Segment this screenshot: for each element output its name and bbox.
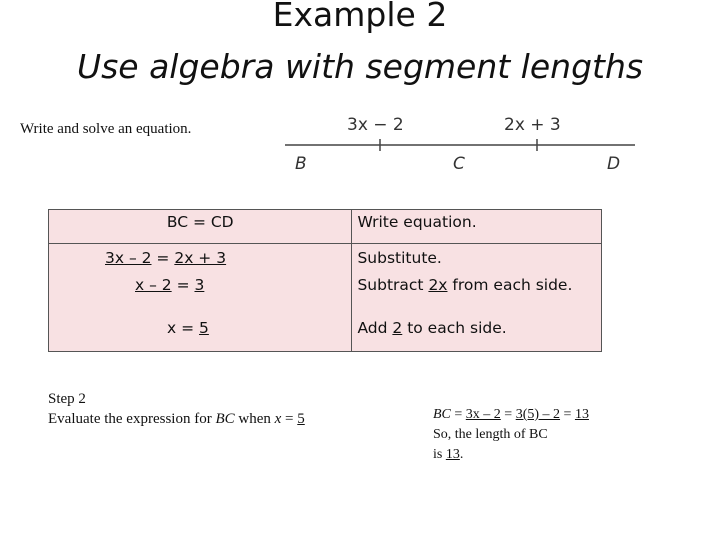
step2-text-part: BC xyxy=(215,411,235,427)
result-value: 13 xyxy=(574,407,589,422)
step2-text-part: = xyxy=(281,411,298,427)
table-row xyxy=(49,244,602,352)
expression-part: = xyxy=(171,276,195,294)
reason-part: 2x xyxy=(428,276,448,294)
step-expression xyxy=(49,275,351,318)
step-reason xyxy=(357,275,601,318)
result-part: . xyxy=(459,447,464,462)
step-reason xyxy=(352,210,602,244)
result-part: = xyxy=(560,407,575,422)
step2-text-part: Evaluate the expression for xyxy=(48,411,216,427)
step-reason xyxy=(357,318,601,338)
reason-part: from each side. xyxy=(447,276,573,294)
reason-part: to each side. xyxy=(402,319,507,337)
result-part: 3x – 2 xyxy=(465,407,501,422)
instruction-text: Write and solve an equation. xyxy=(20,121,192,137)
expression-part: 5 xyxy=(199,319,209,337)
table-row xyxy=(49,210,602,244)
expression-part: x – 2 xyxy=(135,276,172,294)
reason-part: Add xyxy=(357,319,393,337)
segment-diagram xyxy=(285,110,635,180)
result-line-1 xyxy=(433,405,589,425)
step-expression xyxy=(49,210,352,244)
result-line-3 xyxy=(433,445,589,465)
step2-text-part: when xyxy=(234,411,275,427)
result-final: 13 xyxy=(445,447,460,462)
step-expression xyxy=(49,244,351,275)
cd-length-label: 2x + 3 xyxy=(504,115,561,135)
result-part: = xyxy=(450,407,466,422)
point-b-label: B xyxy=(295,154,307,174)
step2-text-part: x xyxy=(274,411,282,427)
result-part: 3(5) – 2 xyxy=(515,407,561,422)
step2-block xyxy=(48,389,305,429)
reason-text: Write equation. xyxy=(357,213,477,231)
result-block xyxy=(433,405,589,465)
reason-part: 2 xyxy=(392,319,403,337)
expression-part: x = xyxy=(167,319,200,337)
step2-heading: Step 2 xyxy=(48,391,86,407)
expression-text: BC = CD xyxy=(166,213,234,231)
title-line-2: Use algebra with segment lengths xyxy=(76,47,644,86)
result-part: BC xyxy=(433,407,451,422)
step-reasons xyxy=(352,244,602,352)
steps-table xyxy=(48,209,602,352)
step-expressions xyxy=(49,244,352,352)
step-reason xyxy=(357,244,601,275)
step2-value: 5 xyxy=(297,411,305,427)
point-c-label: C xyxy=(453,154,465,174)
expression-part: 2x + 3 xyxy=(174,249,227,267)
result-line-2: So, the length of BC xyxy=(433,427,548,442)
step-expression xyxy=(49,318,351,338)
expression-part: 3x – 2 xyxy=(105,249,152,267)
expression-part: 3 xyxy=(194,276,205,294)
reason-part: Subtract xyxy=(357,276,429,294)
reason-text: Substitute. xyxy=(357,249,442,267)
bc-length-label: 3x − 2 xyxy=(347,115,404,135)
title-line-1: Example 2 xyxy=(272,0,448,34)
result-part: = xyxy=(500,407,516,422)
result-part: is xyxy=(433,447,446,462)
step2-text xyxy=(48,409,305,429)
point-d-label: D xyxy=(607,154,621,174)
expression-part: = xyxy=(151,249,175,267)
